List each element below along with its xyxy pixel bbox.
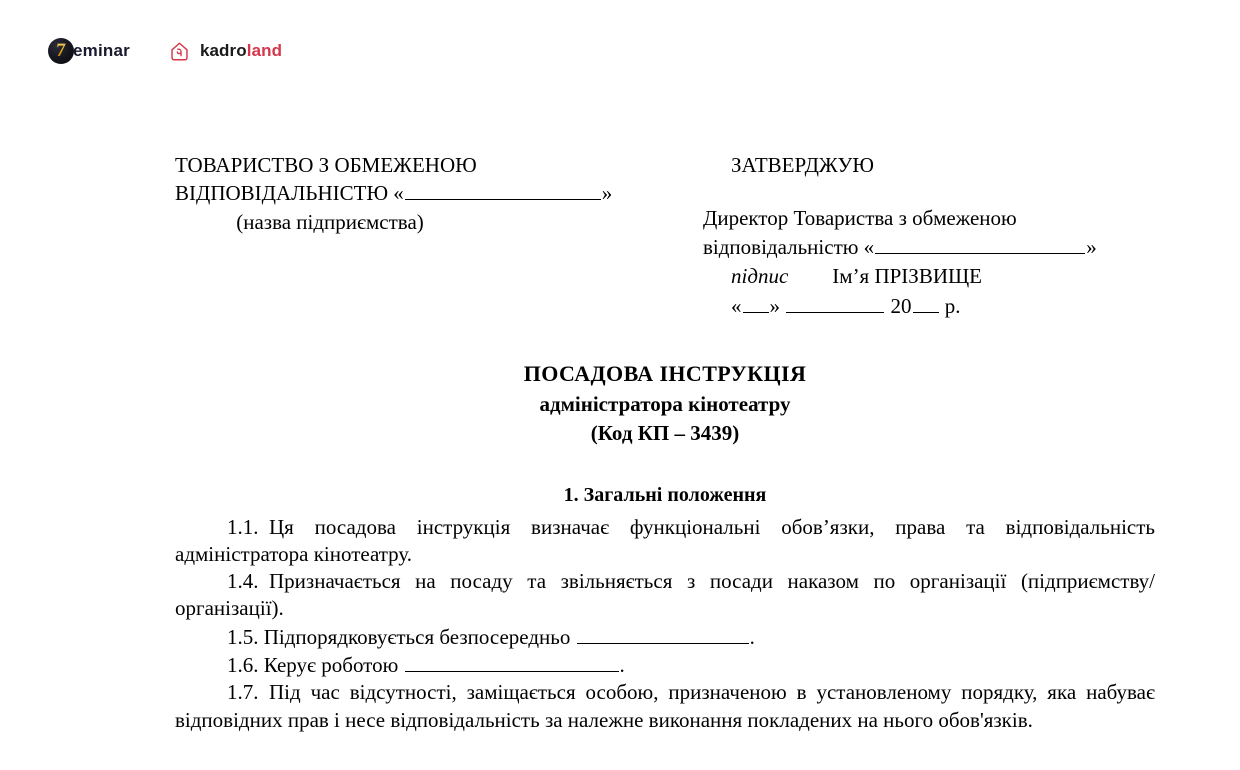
section-heading-1: 1. Загальні положення	[563, 483, 767, 506]
date-month-blank[interactable]	[786, 292, 884, 313]
document-title-line-2: адміністратора кінотеатру	[539, 391, 791, 416]
logo-7eminar[interactable]	[48, 38, 130, 64]
director-line-2-prefix: відповідальністю «	[703, 234, 875, 259]
clause-1-1: 1.1. Ця посадова інструкція визначає функціональні обов’язки, права та відповідальність адміністратора кінотеатру.	[175, 514, 1155, 566]
logo-kadroland[interactable]	[168, 40, 282, 63]
logo-kadroland-label	[200, 41, 282, 61]
director-org-name-blank[interactable]	[875, 233, 1085, 254]
logo-kadroland-label-part2: land	[246, 41, 283, 60]
date-quote-close: »	[769, 294, 780, 319]
clause-1-5-blank[interactable]	[577, 623, 749, 644]
signature-caption: підпис	[731, 263, 789, 288]
signature-row	[703, 263, 1155, 290]
clause-1-5-text: 1.5. Підпорядковується безпосередньо	[227, 624, 571, 649]
date-year-suffix: р.	[944, 294, 961, 319]
date-year-blank[interactable]	[913, 292, 939, 313]
document-body	[175, 152, 1155, 734]
seminar-seven-glyph: 7	[55, 39, 67, 61]
brand-logo-bar	[48, 38, 282, 64]
date-quote-open: «	[731, 294, 742, 319]
approval-block	[695, 152, 1155, 320]
document-header-row	[175, 152, 1155, 320]
document-title-line-3: (Код КП – 3439)	[590, 421, 740, 446]
date-row	[703, 292, 1155, 320]
document-title-line-1: ПОСАДОВА ІНСТРУКЦІЯ	[523, 361, 807, 387]
clause-1-6-text: 1.6. Керує роботою	[227, 652, 399, 677]
organization-block	[175, 152, 695, 236]
organization-line-2	[175, 179, 695, 207]
clause-1-5	[175, 623, 1155, 651]
clause-1-6	[175, 651, 1155, 679]
approval-word: ЗАТВЕРДЖУЮ	[731, 153, 874, 177]
clause-1-6-blank[interactable]	[405, 651, 619, 672]
clause-1-6-period: .	[619, 652, 625, 677]
clause-1-4: 1.4. Призначається на посаду та звільняється з посади наказом по організації (підприємству/організації).	[175, 569, 1155, 621]
logo-kadroland-label-part1: kadro	[199, 41, 247, 60]
organization-line-2-prefix: ВІДПОВІДАЛЬНІСТЮ «	[175, 181, 404, 206]
seminar-circle-icon	[48, 38, 74, 64]
clause-1-5-period: .	[749, 624, 755, 649]
date-day-blank[interactable]	[743, 292, 769, 313]
clause-1-7: 1.7. Під час відсутності, заміщається особою, призначеною в установленому порядку, яка набуває відповідних прав і несе відповідальність за належне виконання покладених на нього обов'язків.	[175, 680, 1155, 732]
date-year-prefix: 20	[890, 294, 912, 319]
document-title-block	[175, 360, 1155, 447]
director-line-2	[703, 233, 1155, 261]
organization-line-1: ТОВАРИСТВО З ОБМЕЖЕНОЮ	[175, 153, 477, 177]
logo-7eminar-label: eminar	[73, 41, 130, 60]
organization-caption: (назва підприємства)	[236, 209, 424, 234]
director-line-2-suffix: »	[1086, 234, 1097, 259]
kadroland-house-icon	[168, 40, 191, 63]
signature-name-placeholder: Ім’я ПРІЗВИЩЕ	[832, 263, 983, 288]
organization-name-blank[interactable]	[405, 179, 601, 200]
director-line-1: Директор Товариства з обмеженою	[703, 206, 1017, 231]
organization-line-2-suffix: »	[601, 181, 613, 206]
